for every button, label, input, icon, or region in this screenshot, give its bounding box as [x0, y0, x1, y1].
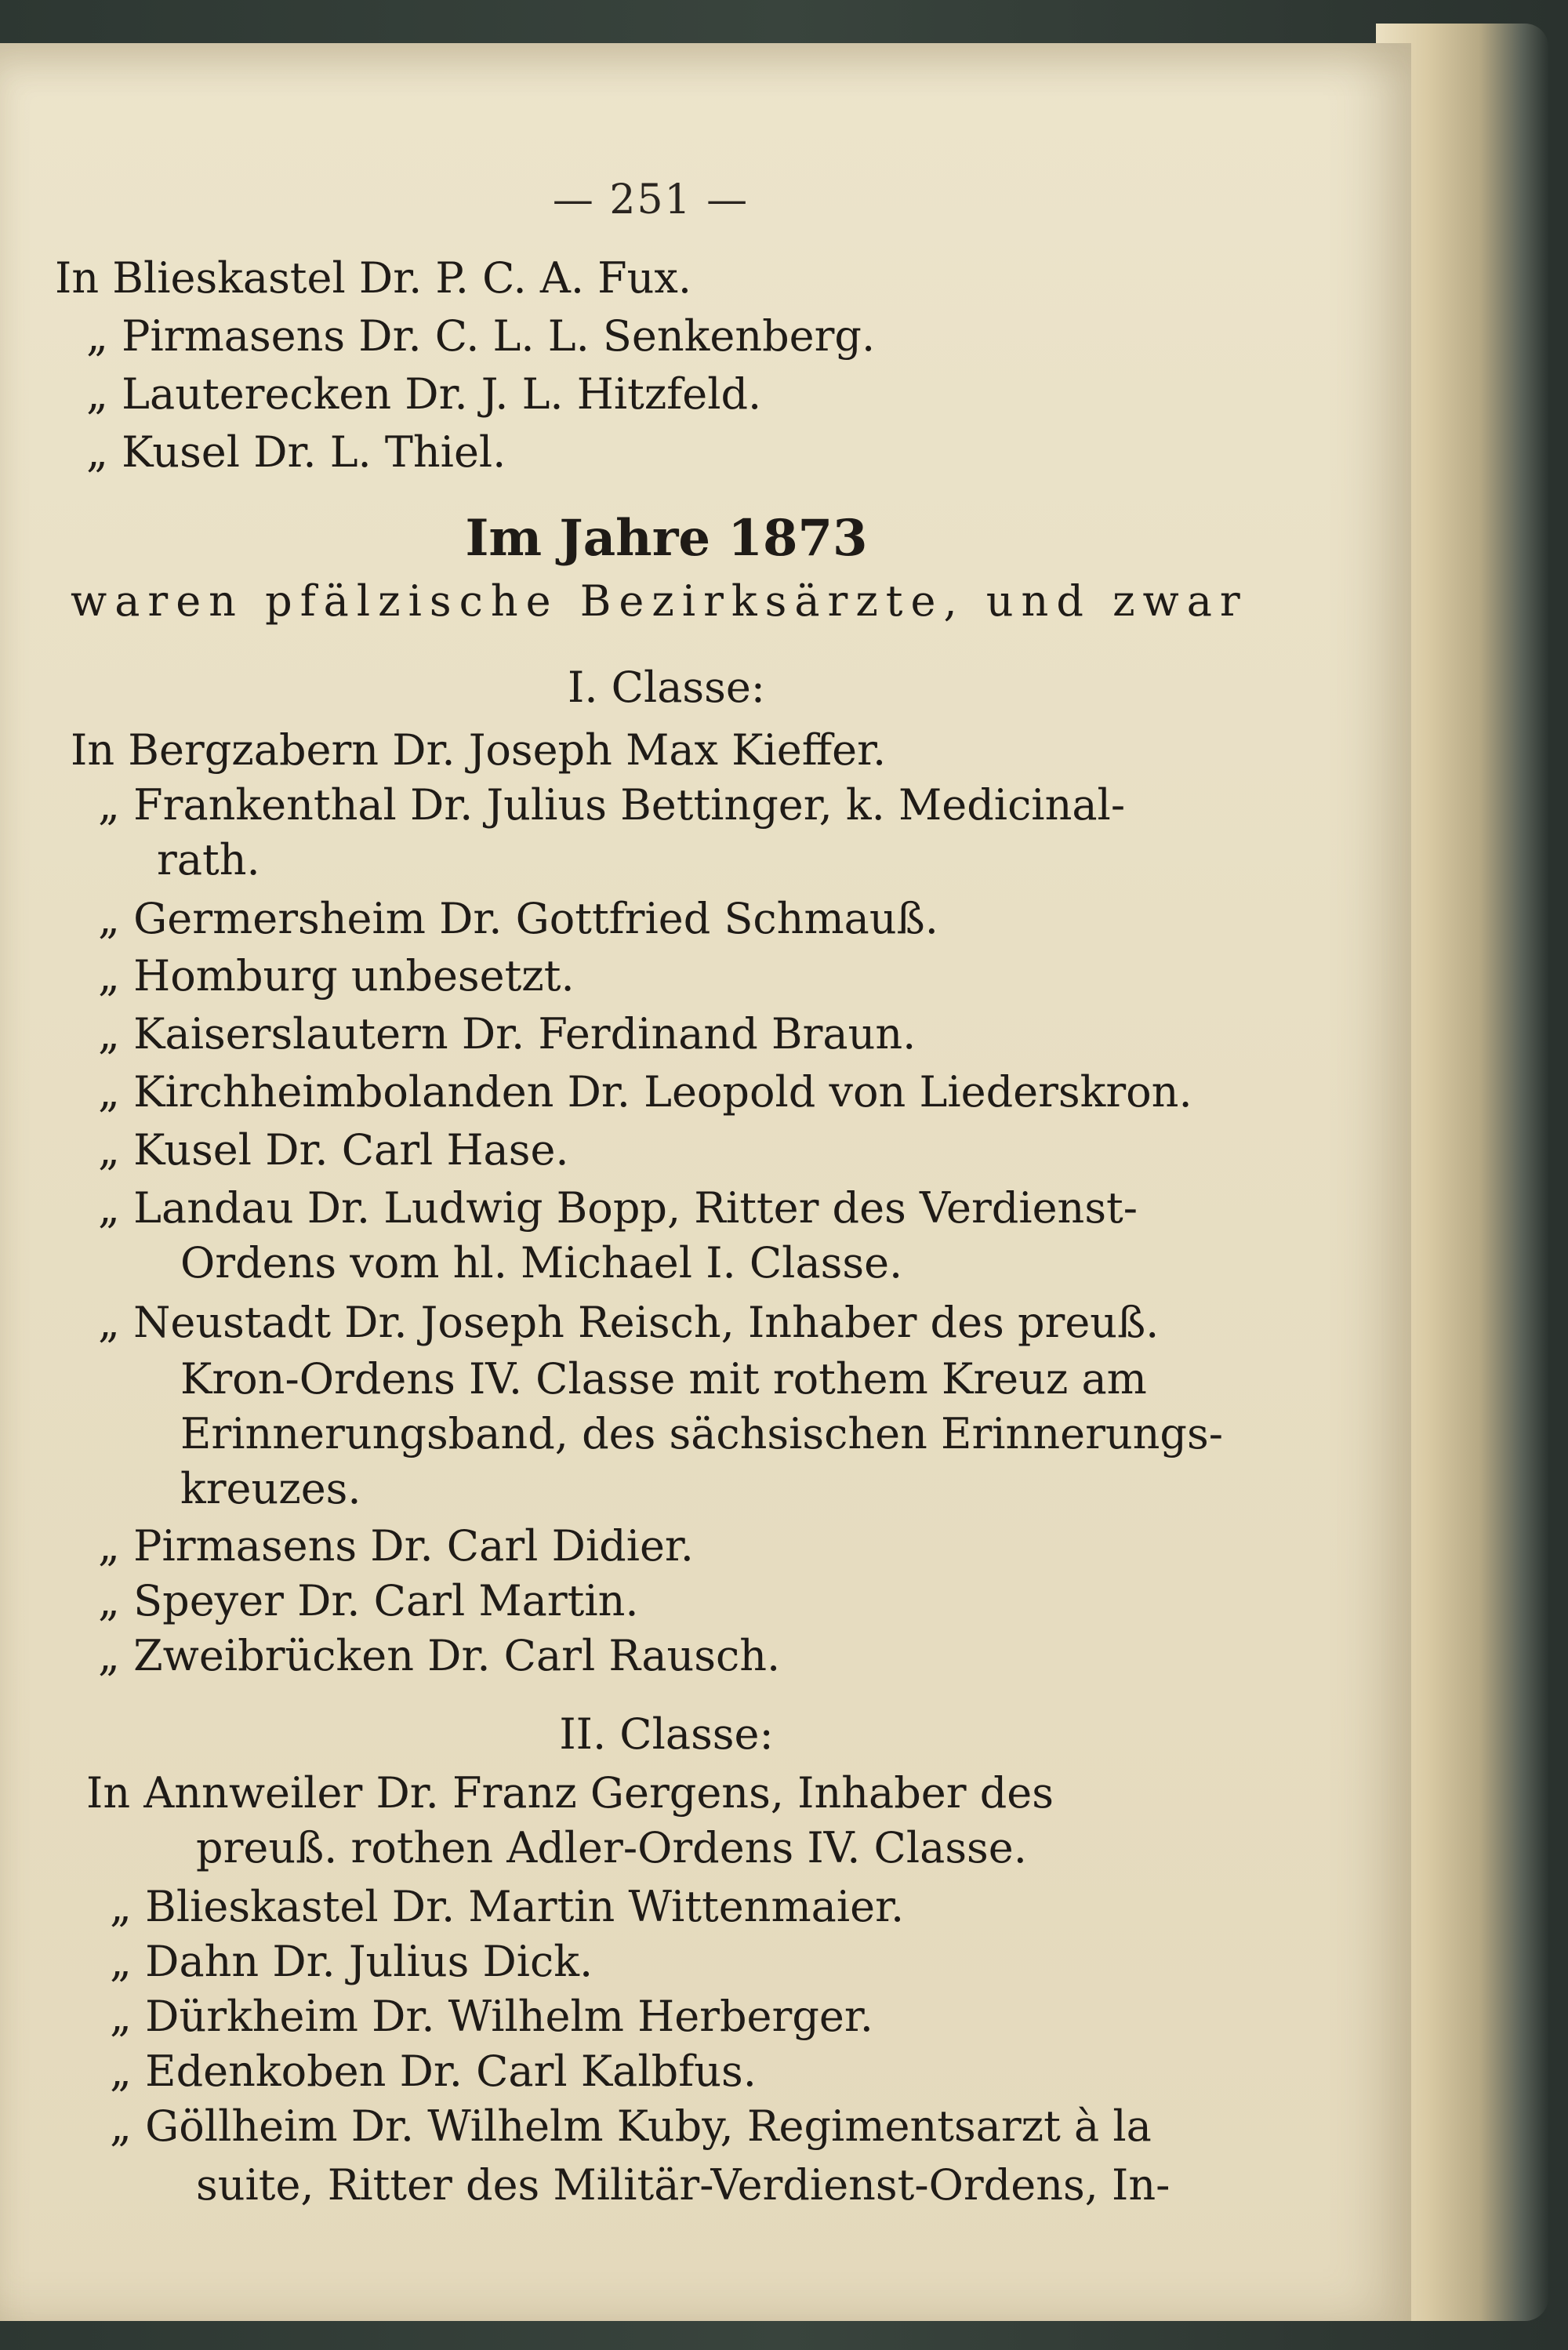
class-2-title: II. Classe: [559, 1709, 774, 1759]
class-1-line [98, 1009, 916, 1059]
class-1-line [98, 1067, 1192, 1117]
entry-prefix: „ [86, 369, 108, 419]
class-2-line [196, 1823, 1027, 1873]
class-2-line [110, 1882, 904, 1932]
entry-prefix: „ [98, 894, 120, 943]
entry-text: kreuzes. [180, 1464, 361, 1513]
class-1-line [98, 1125, 569, 1175]
entry-text: Pirmasens Dr. Carl Didier. [133, 1521, 694, 1571]
entry-text: Pirmasens Dr. C. L. L. Senkenberg. [122, 311, 876, 361]
class-1-title: I. Classe: [567, 663, 766, 712]
entry-text: Bergzabern Dr. Joseph Max Kieffer. [128, 725, 887, 775]
entry-prefix: „ [98, 1125, 120, 1175]
entry-text: Frankenthal Dr. Julius Bettinger, k. Medicinal- [133, 780, 1126, 830]
class-1-line [98, 1183, 1138, 1233]
entry-prefix: „ [110, 1937, 132, 1986]
section-heading: Im Jahre 1873 [465, 509, 868, 568]
entry-text: Erinnerungsband, des sächsischen Erinnerungs- [180, 1409, 1223, 1458]
entry-prefix: „ [98, 1009, 120, 1059]
class-1-line [180, 1238, 902, 1288]
book-page [0, 43, 1411, 2321]
top-entry-3 [86, 369, 761, 420]
class-1-line [180, 1409, 1223, 1459]
entry-text: Zweibrücken Dr. Carl Rausch. [133, 1631, 781, 1680]
class-1-line [98, 894, 938, 944]
entry-prefix: „ [98, 780, 120, 830]
entry-text: Lauterecken Dr. J. L. Hitzfeld. [122, 369, 762, 419]
entry-text: Kron-Ordens IV. Classe mit rothem Kreuz am [180, 1354, 1147, 1404]
class-1-line [98, 1298, 1159, 1348]
entry-prefix: „ [110, 2101, 132, 2151]
entry-text: rath. [157, 835, 260, 884]
entry-prefix: „ [98, 1298, 120, 1347]
entry-text: Homburg unbesetzt. [133, 951, 575, 1001]
class-1-line [180, 1464, 361, 1514]
entry-prefix: „ [110, 1992, 132, 2041]
entry-prefix: In [71, 725, 115, 775]
class-1-line [98, 1631, 780, 1681]
top-entry-4 [86, 427, 506, 478]
entry-text: Blieskastel Dr. Martin Wittenmaier. [145, 1882, 905, 1931]
entry-text: Edenkoben Dr. Carl Kalbfus. [145, 2047, 757, 2096]
entry-text: Dürkheim Dr. Wilhelm Herberger. [145, 1992, 873, 2041]
entry-text: Dahn Dr. Julius Dick. [145, 1937, 593, 1986]
class-2-line [110, 1937, 593, 1987]
class-1-line [71, 725, 886, 775]
class-1-line [157, 835, 260, 885]
page-number: — 251 — [552, 176, 750, 223]
entry-prefix: „ [110, 1882, 132, 1931]
entry-text: Germersheim Dr. Gottfried Schmauß. [133, 894, 938, 943]
entry-prefix: „ [98, 1631, 120, 1680]
class-2-line [110, 2101, 1152, 2152]
class-2-line [110, 1992, 873, 2042]
entry-text: Speyer Dr. Carl Martin. [133, 1576, 639, 1625]
class-1-line [98, 951, 575, 1001]
entry-text: Kusel Dr. Carl Hase. [133, 1125, 569, 1175]
entry-text: Göllheim Dr. Wilhelm Kuby, Regimentsarzt à la [145, 2101, 1152, 2151]
top-entry-1 [55, 253, 691, 303]
entry-prefix: In [55, 253, 100, 303]
entry-text: preuß. rothen Adler-Ordens IV. Classe. [196, 1823, 1027, 1872]
entry-text: Neustadt Dr. Joseph Reisch, Inhaber des preuß. [133, 1298, 1160, 1347]
entry-prefix: „ [86, 427, 108, 477]
class-1-line [98, 1576, 639, 1626]
entry-text: Kusel Dr. L. Thiel. [122, 427, 506, 477]
class-1-line [98, 1521, 694, 1571]
class-1-line [180, 1354, 1147, 1404]
entry-text: Ordens vom hl. Michael I. Classe. [180, 1238, 903, 1288]
entry-text: Kirchheimbolanden Dr. Leopold von Liederskron. [133, 1067, 1192, 1117]
entry-text: Annweiler Dr. Franz Gergens, Inhaber des [143, 1768, 1054, 1818]
entry-prefix: „ [110, 2047, 132, 2096]
entry-prefix: „ [98, 1183, 120, 1233]
class-2-line [196, 2160, 1170, 2210]
entry-text: suite, Ritter des Militär-Verdienst-Ordens, In- [196, 2160, 1171, 2210]
class-1-line [98, 780, 1125, 830]
entry-text: Kaiserslautern Dr. Ferdinand Braun. [133, 1009, 916, 1059]
entry-text: Blieskastel Dr. P. C. A. Fux. [112, 253, 692, 303]
entry-prefix: „ [98, 951, 120, 1001]
entry-text: Landau Dr. Ludwig Bopp, Ritter des Verdienst- [133, 1183, 1138, 1233]
entry-prefix: In [86, 1768, 131, 1818]
entry-prefix: „ [98, 1521, 120, 1571]
entry-prefix: „ [98, 1576, 120, 1625]
section-subheading: waren pfälzische Bezirksärzte, und zwar [71, 576, 1248, 626]
class-2-line [86, 1768, 1054, 1818]
top-entry-2 [86, 311, 875, 361]
entry-prefix: „ [98, 1067, 120, 1117]
class-2-line [110, 2047, 757, 2097]
entry-prefix: „ [86, 311, 108, 361]
